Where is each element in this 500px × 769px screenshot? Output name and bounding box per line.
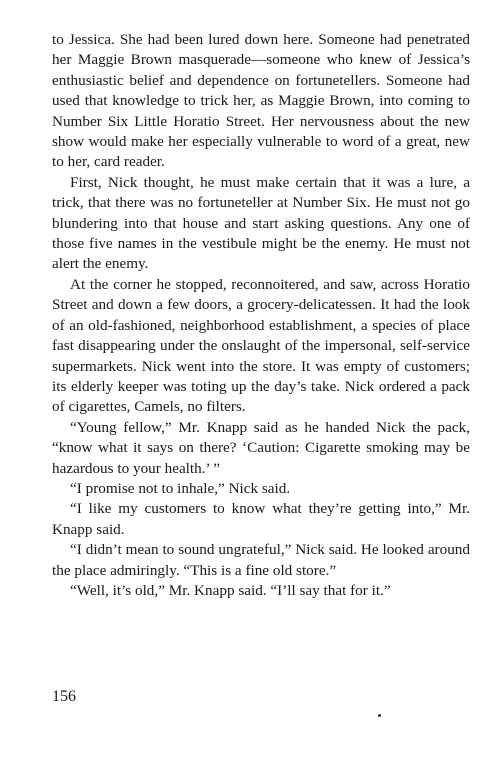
print-speck	[378, 714, 381, 717]
paragraph: “I promise not to inhale,” Nick said.	[70, 479, 291, 497]
paragraph: First, Nick thought, he must make certain that it was a lure, a trick, that there was no fortuneteller at Number Six. He must not go blundering into that house and start asking questions. Any one of those five names in the vestibule might be the enemy. He must not alert the enemy.	[52, 173, 470, 273]
paragraph-continuation: to Jessica. She had been lured down here. Someone had penetrated her Maggie Brown masquerade—someone who knew of Jessica’s enthusiastic belief and dependence on fortunetellers. Someone had used that knowledge to trick her, as Maggie Brown, into coming to Number Six Little Horatio Street. Her nervousness about the new show would make her especially vulnerable to word of a great, new to her, card reader.	[52, 31, 470, 171]
paragraph: “I like my customers to know what they’re getting into,” Mr. Knapp said.	[52, 500, 470, 538]
paragraph: “Well, it’s old,” Mr. Knapp said. “I’ll say that for it.”	[70, 581, 391, 599]
paragraph: At the corner he stopped, reconnoitered, and saw, across Horatio Street and down a few doors, a grocery-delicatessen. It had the look of an old-fashioned, neighborhood establishment, a species of place fast disappearing under the onslaught of the impersonal, self-service supermarkets. Nick went into the store. It was empty of customers; its elderly keeper was toting up the day’s take. Nick ordered a pack of cigarettes, Camels, no filters.	[52, 275, 470, 416]
body-text	[52, 30, 470, 601]
paragraph: “I didn’t mean to sound ungrateful,” Nick said. He looked around the place admiringly. “This is a fine old store.”	[52, 541, 470, 579]
paragraph: “Young fellow,” Mr. Knapp said as he handed Nick the pack, “know what it says on there? ‘Caution: Cigarette smoking may be hazardous to your health.’ ”	[52, 418, 470, 477]
page-number: 156	[52, 688, 76, 705]
